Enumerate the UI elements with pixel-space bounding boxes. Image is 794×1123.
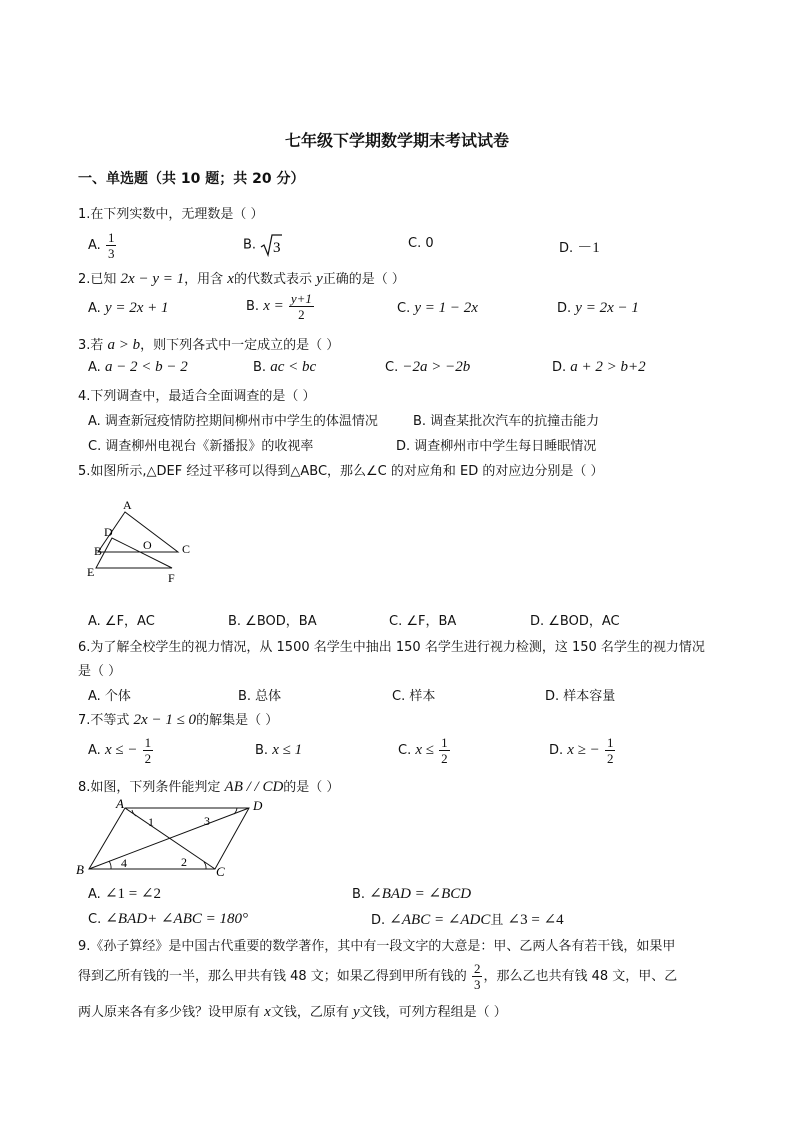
option-math: ∠ABC = ∠ADC — [389, 912, 491, 928]
point-label-c: C — [216, 864, 225, 878]
stem-text: ，则下列各式中一定成立的是（ ） — [140, 338, 340, 353]
question-9-line1: 9.《孙子算经》是中国古代重要的数学著作，其中有一段文字的大意是：甲、乙两人各有若干钱，如果甲 — [78, 939, 676, 954]
question-2-stem — [78, 268, 405, 288]
option-math: ac < bc — [270, 359, 317, 375]
q7-option-b[interactable] — [255, 742, 302, 759]
sqrt-symbol — [260, 233, 282, 257]
q4-option-b[interactable]: B. 调查某批次汽车的抗撞击能力 — [413, 414, 600, 429]
q5-option-b[interactable]: B. ∠BOD，BA — [228, 614, 317, 629]
option-math: x ≤ — [415, 742, 434, 758]
stem-text: ，用含 — [184, 272, 224, 287]
angle-label-1: 1 — [148, 815, 154, 829]
point-label-c: C — [182, 542, 191, 556]
option-label: A. — [88, 360, 101, 375]
point-label-a: A — [116, 796, 124, 811]
option-math: x ≥ − — [567, 742, 600, 758]
q2-option-c[interactable] — [397, 300, 478, 317]
denominator: 2 — [144, 751, 152, 766]
option-math: ∠1 = ∠2 — [104, 886, 162, 902]
option-label: D. — [557, 301, 572, 316]
option-label: A. — [88, 238, 101, 253]
stem-text: 的是（ ） — [283, 780, 340, 795]
question-9-line2 — [78, 962, 677, 991]
option-label: D. — [559, 241, 574, 256]
question-3-stem — [78, 334, 339, 354]
fraction — [106, 231, 117, 260]
stem-text: 7.不等式 — [78, 713, 130, 728]
stem-text: 的解集是（ ） — [196, 713, 279, 728]
q1-option-a[interactable] — [88, 231, 117, 260]
question-8-stem — [78, 776, 339, 796]
question-6-stem-line1: 6.为了解全校学生的视力情况，从 1500 名学生中抽出 150 名学生进行视力检测，这 150 名学生的视力情况 — [78, 640, 705, 655]
option-math: －1 — [577, 240, 600, 256]
q5-option-c[interactable]: C. ∠F，BA — [389, 614, 457, 629]
option-math: −2a > −2b — [402, 359, 471, 375]
option-label: D. — [552, 360, 567, 375]
variable: y — [352, 1004, 360, 1020]
point-label-f: F — [168, 571, 175, 585]
option-label: B. — [253, 360, 267, 375]
option-math: a + 2 > b+2 — [570, 359, 646, 375]
question-4-stem: 4.下列调查中，最适合全面调查的是（ ） — [78, 389, 316, 404]
q8-parallelogram-figure — [74, 796, 274, 878]
point-label-b: B — [76, 862, 84, 877]
section-heading: 一、单选题（共 10 题；共 20 分） — [78, 171, 305, 187]
q8-option-a[interactable] — [88, 884, 161, 903]
option-math: y = 1 − 2x — [414, 300, 478, 316]
stem-text: 的代数式表示 — [233, 272, 312, 287]
q2-option-d[interactable] — [557, 300, 639, 317]
point-label-b: B — [94, 544, 103, 558]
option-math: ∠3 = ∠4 — [507, 912, 564, 928]
option-math: x ≤ − — [104, 742, 138, 758]
fraction — [143, 736, 154, 765]
option-label: A. — [88, 743, 101, 758]
q5-translation-figure — [80, 496, 210, 591]
angle-label-2: 2 — [181, 855, 187, 869]
stem-text: 两人原来各有多少钱？设甲原有 — [78, 1005, 261, 1020]
stem-text: 文钱，乙原有 — [270, 1005, 349, 1020]
denominator: 3 — [107, 246, 115, 261]
option-label: A. — [88, 887, 101, 902]
q3-option-b[interactable] — [253, 359, 316, 376]
option-math: y = 2x + 1 — [104, 300, 169, 316]
fraction — [439, 736, 450, 765]
q5-option-a[interactable]: A. ∠F，AC — [88, 614, 155, 629]
option-label: A. — [88, 301, 101, 316]
question-5-stem: 5.如图所示,△DEF 经过平移可以得到△ABC，那么∠C 的对应角和 ED 的对应边分别是（ ） — [78, 464, 604, 479]
option-label: D. — [549, 743, 564, 758]
stem-text: 正确的是（ ） — [322, 272, 405, 287]
point-label-e: E — [87, 565, 95, 579]
numerator: 1 — [144, 735, 152, 750]
q7-option-a[interactable] — [88, 736, 154, 765]
fraction — [289, 292, 314, 321]
stem-text: ，那么乙也共有钱 48 文，甲、乙 — [483, 969, 678, 984]
q4-option-c[interactable]: C. 调查柳州电视台《新播报》的收视率 — [88, 439, 314, 454]
numerator: y+1 — [290, 291, 312, 306]
numerator: 1 — [107, 230, 115, 245]
point-label-a: A — [123, 498, 132, 512]
q1-option-d[interactable] — [559, 236, 600, 257]
q6-option-a[interactable]: A. 个体 — [88, 689, 131, 704]
page-title: 七年级下学期数学期末考试试卷 — [284, 131, 509, 150]
denominator: 2 — [441, 751, 448, 766]
numerator: 1 — [441, 735, 448, 750]
q6-option-d[interactable]: D. 样本容量 — [545, 689, 616, 704]
option-label: C. — [398, 743, 412, 758]
q1-option-b[interactable] — [243, 233, 282, 257]
variable: x — [227, 271, 234, 287]
q6-option-b[interactable]: B. 总体 — [238, 689, 282, 704]
q4-option-a[interactable]: A. 调查新冠疫情防控期间柳州市中学生的体温情况 — [88, 414, 378, 429]
variable: x — [264, 1004, 271, 1020]
angle-label-4: 4 — [121, 856, 127, 870]
option-label: C. — [88, 912, 102, 927]
q8-option-d[interactable] — [371, 909, 564, 929]
stem-text: 2.已知 — [78, 272, 117, 287]
stem-text: 得到乙所有钱的一半，那么甲共有钱 48 文；如果乙得到甲所有钱的 — [78, 969, 467, 984]
q8-option-b[interactable] — [352, 884, 471, 903]
fraction — [472, 962, 483, 991]
option-label: B. — [255, 743, 269, 758]
option-label: B. — [352, 887, 366, 902]
option-label: D. — [371, 913, 386, 928]
denominator: 2 — [298, 307, 305, 322]
radicand: 3 — [273, 240, 281, 256]
option-text: 且 — [490, 913, 504, 928]
option-math: a − 2 < b − 2 — [104, 359, 188, 375]
option-label: C. — [385, 360, 399, 375]
numerator: 2 — [473, 961, 481, 976]
q3-option-c[interactable] — [385, 359, 470, 376]
stem-text: 8.如图，下列条件能判定 — [78, 780, 221, 795]
condition: a > b — [107, 337, 141, 353]
stem-text: 3.若 — [78, 338, 104, 353]
q2-option-a[interactable] — [88, 300, 169, 317]
equation: 2x − y = 1 — [120, 271, 185, 287]
q6-option-c[interactable]: C. 样本 — [392, 689, 436, 704]
option-math: ∠BAD+ ∠ABC = 180° — [105, 911, 248, 927]
denominator: 3 — [473, 977, 481, 992]
point-label-d: D — [104, 525, 113, 539]
q7-option-c[interactable] — [398, 736, 451, 765]
option-label: B. — [246, 299, 260, 314]
option-math: x = — [263, 298, 284, 314]
q1-option-c[interactable]: C. 0 — [408, 236, 434, 251]
option-label: C. — [397, 301, 411, 316]
option-math: x ≤ 1 — [272, 742, 303, 758]
relation: AB / / CD — [224, 779, 284, 795]
numerator: 1 — [606, 735, 614, 750]
question-6-stem-line2: 是（ ） — [78, 664, 122, 679]
stem-text: 文钱，可列方程组是（ ） — [359, 1005, 507, 1020]
q7-option-d[interactable] — [549, 736, 616, 765]
variable: y — [316, 271, 323, 287]
denominator: 2 — [606, 751, 614, 766]
q5-option-d[interactable]: D. ∠BOD，AC — [530, 614, 620, 629]
option-math: ∠BAD = ∠BCD — [369, 886, 472, 902]
fraction — [605, 736, 616, 765]
q3-option-a[interactable] — [88, 359, 188, 376]
point-label-o: O — [143, 538, 152, 552]
option-math: y = 2x − 1 — [575, 300, 639, 316]
inequality: 2x − 1 ≤ 0 — [133, 712, 197, 728]
angle-label-3: 3 — [204, 814, 210, 828]
q8-option-c[interactable] — [88, 909, 248, 928]
q3-option-d[interactable] — [552, 359, 646, 376]
q4-option-d[interactable]: D. 调查柳州市中学生每日睡眠情况 — [396, 439, 597, 454]
question-9-line3 — [78, 1001, 507, 1021]
question-1-stem: 1.在下列实数中，无理数是（ ） — [78, 207, 264, 222]
question-7-stem — [78, 709, 278, 729]
point-label-d: D — [253, 798, 263, 813]
q2-option-b[interactable] — [246, 292, 315, 321]
option-label: B. — [243, 237, 257, 253]
